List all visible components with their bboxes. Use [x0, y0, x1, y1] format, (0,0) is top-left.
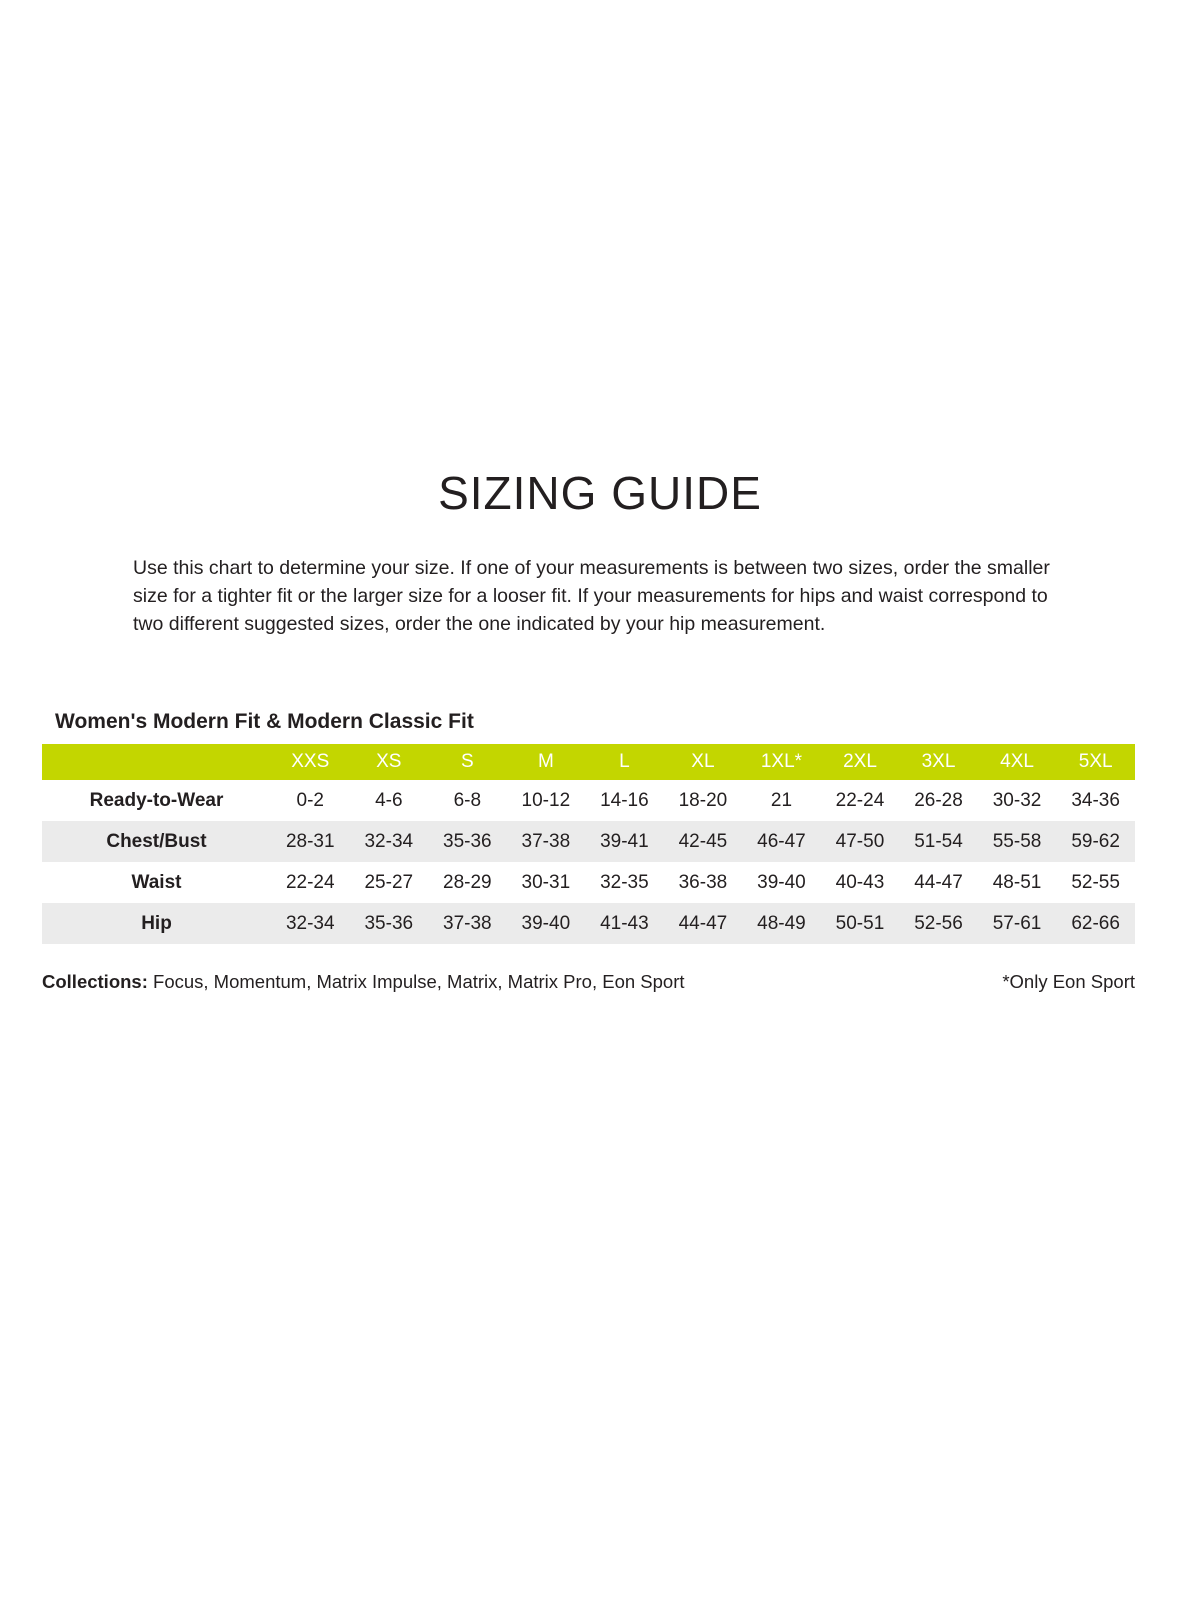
size-cell: 37-38: [443, 912, 492, 934]
size-column-header: XS: [376, 751, 402, 772]
size-cell: 22-24: [285, 871, 335, 893]
table-row: [42, 903, 1135, 944]
size-cell: 36-38: [678, 871, 728, 893]
size-cell: 6-8: [453, 789, 482, 811]
collections-label: Collections:: [42, 970, 148, 992]
size-cell: 48-49: [757, 912, 806, 934]
size-cell: 62-66: [1071, 912, 1120, 934]
corner-cell: [42, 744, 271, 780]
footnote: *Only Eon Sport: [1002, 970, 1135, 992]
table-row: [42, 862, 1135, 903]
size-cell: 42-45: [678, 830, 728, 852]
table-row: [42, 821, 1135, 862]
sizing-table: [42, 744, 1135, 944]
row-label: Chest/Bust: [106, 830, 207, 852]
size-cell: 30-32: [992, 789, 1042, 811]
row-label: Hip: [141, 912, 172, 934]
size-cell: 28-31: [285, 830, 335, 852]
size-cell: 14-16: [600, 789, 649, 811]
size-cell: 52-56: [914, 912, 963, 934]
size-cell: 39-40: [521, 912, 571, 934]
section-heading: Women's Modern Fit & Modern Classic Fit: [55, 710, 474, 733]
size-cell: 59-62: [1071, 830, 1120, 852]
size-cell: 35-36: [443, 830, 492, 852]
page-title: SIZING GUIDE: [438, 467, 762, 519]
size-cell: 39-41: [600, 830, 649, 852]
size-cell: 25-27: [364, 871, 414, 893]
size-column-header: 1XL*: [760, 751, 803, 772]
size-cell: 32-34: [364, 830, 414, 852]
size-cell: 30-31: [521, 871, 571, 893]
size-column-header: 2XL: [843, 751, 877, 772]
size-cell: 52-55: [1071, 871, 1120, 893]
size-cell: 46-47: [757, 830, 806, 852]
size-cell: 0-2: [296, 789, 324, 811]
size-cell: 47-50: [835, 830, 885, 852]
size-cell: 32-34: [285, 912, 335, 934]
size-cell: 51-54: [914, 830, 963, 852]
size-column-header: S: [460, 751, 474, 772]
sizing-table-header: [42, 744, 1135, 780]
size-cell: 18-20: [678, 789, 728, 811]
size-column-header: XL: [691, 751, 715, 772]
table-row: [42, 780, 1135, 821]
collections-text: [42, 971, 685, 993]
sizing-table-body: [42, 780, 1135, 944]
intro-text: Use this chart to determine your size. If one of your measurements is between two sizes, order the smaller size for a tighter fit or the larger size for a looser fit. If your measurements for hips and waist correspond to two different suggested sizes, order the one indicated by your hip measurement.: [133, 557, 1050, 635]
size-cell: 44-47: [914, 871, 963, 893]
size-column-header: 4XL: [1000, 751, 1034, 772]
size-cell: 26-28: [914, 789, 963, 811]
size-cell: 34-36: [1071, 789, 1120, 811]
size-cell: 57-61: [992, 912, 1042, 934]
size-cell: 4-6: [375, 789, 403, 811]
size-column-header: M: [537, 751, 554, 772]
size-cell: 22-24: [835, 789, 885, 811]
size-cell: 41-43: [600, 912, 649, 934]
size-cell: 39-40: [757, 871, 806, 893]
size-cell: 44-47: [678, 912, 728, 934]
size-cell: 48-51: [992, 871, 1042, 893]
size-cell: 21: [770, 789, 793, 811]
size-cell: 35-36: [364, 912, 414, 934]
size-column-header: 3XL: [921, 751, 956, 772]
table-footer: [42, 952, 1135, 1011]
size-column-header: L: [619, 751, 630, 772]
size-cell: 28-29: [443, 871, 492, 893]
size-cell: 50-51: [835, 912, 885, 934]
collections-list: Focus, Momentum, Matrix Impulse, Matrix, Matrix Pro, Eon Sport: [147, 970, 685, 992]
size-cell: 10-12: [521, 789, 571, 811]
row-label: Ready-to-Wear: [89, 789, 224, 811]
size-cell: 32-35: [600, 871, 649, 893]
size-column-header: XXS: [291, 751, 330, 772]
row-label: Waist: [131, 871, 182, 893]
size-cell: 55-58: [992, 830, 1042, 852]
size-cell: 37-38: [521, 830, 571, 852]
size-cell: 40-43: [835, 871, 885, 893]
size-column-header: 5XL: [1078, 751, 1113, 772]
